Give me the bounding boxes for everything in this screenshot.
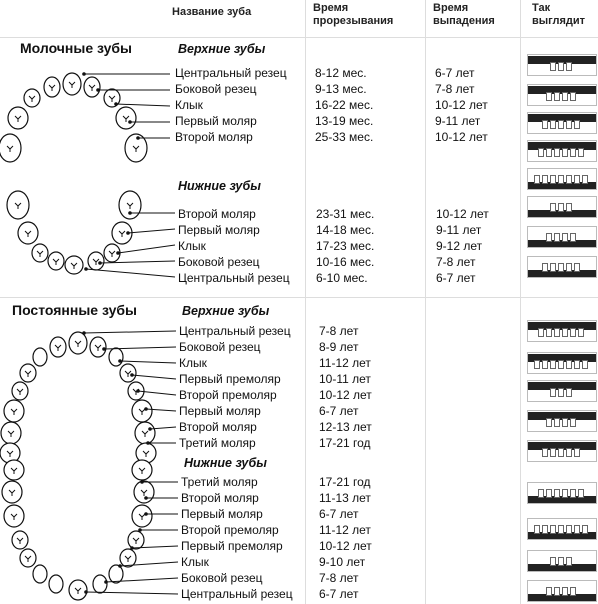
tooth-shape <box>135 422 155 444</box>
tooth-shape <box>566 360 572 369</box>
tooth-shape <box>542 360 548 369</box>
loss-time: 9-11 лет <box>435 114 481 128</box>
loss-time: 10-12 лет <box>435 98 488 112</box>
header-loss: Время выпадения <box>433 2 495 27</box>
tooth-look-image <box>527 410 597 432</box>
tooth-shape <box>546 328 552 337</box>
tooth-shape <box>558 175 564 184</box>
leader-dot <box>84 590 88 594</box>
leader-dot <box>82 331 86 335</box>
tooth-shape <box>546 148 552 157</box>
tooth-name: Первый моляр <box>179 404 261 418</box>
tooth-look-image <box>527 256 597 278</box>
tooth-shape <box>562 233 568 242</box>
leader-dot <box>102 347 106 351</box>
tooth-shape <box>570 587 576 596</box>
tooth-shape <box>88 252 104 270</box>
tooth-shape <box>566 525 572 534</box>
eruption-time: 25-33 мес. <box>315 130 374 144</box>
tooth-shape <box>554 489 560 498</box>
tooth-shape <box>562 587 568 596</box>
tooth-shape <box>32 244 48 262</box>
tooth-shape <box>132 505 152 527</box>
tooth-shape <box>538 489 544 498</box>
eruption-time: 9-13 мес. <box>315 82 367 96</box>
tooth-name: Второй моляр <box>181 491 259 505</box>
tooth-look-image <box>527 550 597 572</box>
leader-dot <box>128 211 132 215</box>
tooth-name: Второй премоляр <box>181 523 279 537</box>
tooth-name: Первый моляр <box>181 507 263 521</box>
tooth-shape <box>69 580 87 600</box>
tooth-shape <box>550 120 556 129</box>
header-look: Так выглядит <box>532 2 586 27</box>
tooth-shape <box>542 448 548 457</box>
eruption-time: 9-10 лет <box>319 555 366 569</box>
tooth-shape <box>542 175 548 184</box>
tooth-shape <box>90 337 106 357</box>
tooth-shape <box>542 263 548 272</box>
eruption-time: 6-10 мес. <box>316 271 368 285</box>
tooth-look-image <box>527 380 597 402</box>
eruption-time: 23-31 мес. <box>316 207 375 221</box>
permanent-teeth-title: Постоянные зубы <box>12 302 137 318</box>
tooth-name: Клык <box>181 555 209 569</box>
tooth-shape <box>4 505 24 527</box>
tooth-shape <box>554 418 560 427</box>
tooth-shape <box>550 448 556 457</box>
tooth-name: Боковой резец <box>179 340 261 354</box>
tooth-shape <box>570 233 576 242</box>
tooth-shape <box>570 148 576 157</box>
tooth-shape <box>132 400 152 422</box>
eruption-time: 13-19 мес. <box>315 114 374 128</box>
tooth-shape <box>49 575 63 593</box>
header-name: Название зуба <box>172 6 252 18</box>
leader-dot <box>138 528 142 532</box>
tooth-shape <box>546 587 552 596</box>
tooth-shape <box>63 73 81 95</box>
tooth-shape <box>558 263 564 272</box>
tooth-name: Центральный резец <box>181 587 293 601</box>
eruption-time: 7-8 лет <box>319 571 359 585</box>
tooth-shape <box>542 120 548 129</box>
leader-dot <box>126 231 130 235</box>
tooth-shape <box>538 148 544 157</box>
tooth-shape <box>44 77 60 97</box>
tooth-shape <box>578 148 584 157</box>
tooth-shape <box>550 175 556 184</box>
eruption-time: 11-12 лет <box>319 523 371 537</box>
table-header <box>0 0 598 38</box>
tooth-shape <box>554 92 560 101</box>
tooth-shape <box>558 448 564 457</box>
tooth-shape <box>558 62 564 71</box>
tooth-look-image <box>527 580 597 602</box>
milk-teeth-title: Молочные зубы <box>20 40 132 56</box>
eruption-time: 7-8 лет <box>319 324 359 338</box>
tooth-shape <box>24 89 40 107</box>
tooth-shape <box>93 575 107 593</box>
tooth-look-image <box>527 196 597 218</box>
tooth-shape <box>550 360 556 369</box>
leader-dot <box>96 88 100 92</box>
tooth-shape <box>562 418 568 427</box>
tooth-shape <box>570 418 576 427</box>
eruption-time: 17-21 год <box>319 475 371 489</box>
tooth-shape <box>546 489 552 498</box>
tooth-shape <box>546 92 552 101</box>
tooth-shape <box>69 332 87 354</box>
tooth-shape <box>7 191 29 219</box>
tooth-shape <box>534 175 540 184</box>
tooth-shape <box>1 422 21 444</box>
eruption-time: 10-12 лет <box>319 539 372 553</box>
eruption-time: 10-16 мес. <box>316 255 375 269</box>
tooth-shape <box>48 252 64 270</box>
tooth-shape <box>558 360 564 369</box>
tooth-shape <box>534 360 540 369</box>
tooth-shape <box>570 92 576 101</box>
leader-dot <box>130 373 134 377</box>
header-divider <box>0 37 598 38</box>
tooth-shape <box>546 418 552 427</box>
milk-upper-label: Верхние зубы <box>178 42 266 56</box>
tooth-look-image <box>527 320 597 342</box>
tooth-shape <box>20 364 36 382</box>
tooth-shape <box>562 92 568 101</box>
tooth-shape <box>120 364 136 382</box>
leader-dot <box>116 251 120 255</box>
tooth-shape <box>558 203 564 212</box>
tooth-name: Центральный резец <box>179 324 291 338</box>
leader-line <box>128 229 175 233</box>
tooth-shape <box>578 489 584 498</box>
tooth-shape <box>554 328 560 337</box>
tooth-shape <box>4 460 24 480</box>
permanent-upper-arch-diagram <box>0 325 182 460</box>
permanent-upper-label: Верхние зубы <box>182 304 270 318</box>
tooth-shape <box>134 481 154 503</box>
tooth-shape <box>12 531 28 549</box>
tooth-name: Третий моляр <box>181 475 258 489</box>
tooth-shape <box>558 388 564 397</box>
tooth-shape <box>4 400 24 422</box>
tooth-name: Клык <box>175 98 203 112</box>
leader-dot <box>146 441 150 445</box>
column-divider <box>520 0 521 604</box>
tooth-shape <box>33 348 47 366</box>
leader-dot <box>144 512 148 516</box>
tooth-shape <box>566 263 572 272</box>
permanent-lower-label: Нижние зубы <box>184 456 267 470</box>
tooth-shape <box>574 360 580 369</box>
tooth-shape <box>18 222 38 244</box>
tooth-shape <box>116 107 136 129</box>
tooth-name: Боковой резец <box>175 82 257 96</box>
column-divider <box>305 0 306 604</box>
tooth-shape <box>562 489 568 498</box>
leader-dot <box>118 359 122 363</box>
tooth-shape <box>566 448 572 457</box>
tooth-shape <box>546 233 552 242</box>
tooth-shape <box>128 531 144 549</box>
tooth-shape <box>582 175 588 184</box>
leader-dot <box>136 389 140 393</box>
tooth-look-image <box>527 440 597 462</box>
tooth-shape <box>554 587 560 596</box>
tooth-shape <box>562 328 568 337</box>
tooth-shape <box>566 175 572 184</box>
eruption-time: 10-12 лет <box>319 388 372 402</box>
leader-dot <box>136 136 140 140</box>
loss-time: 7-8 лет <box>435 82 475 96</box>
eruption-time: 8-9 лет <box>319 340 359 354</box>
leader-dot <box>104 580 108 584</box>
tooth-name: Второй моляр <box>175 130 253 144</box>
eruption-time: 10-11 лет <box>319 372 371 386</box>
tooth-shape <box>109 565 123 583</box>
leader-dot <box>144 496 148 500</box>
tooth-name: Первый премоляр <box>181 539 283 553</box>
tooth-name: Второй премоляр <box>179 388 277 402</box>
tooth-look-image <box>527 482 597 504</box>
eruption-time: 14-18 мес. <box>316 223 375 237</box>
tooth-name: Первый моляр <box>178 223 260 237</box>
leader-dot <box>82 72 86 76</box>
tooth-shape <box>119 191 141 219</box>
tooth-shape <box>534 525 540 534</box>
eruption-time: 17-23 мес. <box>316 239 375 253</box>
leader-dot <box>128 120 132 124</box>
eruption-time: 8-12 мес. <box>315 66 367 80</box>
tooth-shape <box>566 388 572 397</box>
leader-dot <box>114 102 118 106</box>
tooth-name: Боковой резец <box>181 571 263 585</box>
tooth-shape <box>132 460 152 480</box>
loss-time: 6-7 лет <box>435 66 475 80</box>
column-divider <box>425 0 426 604</box>
tooth-shape <box>574 263 580 272</box>
tooth-shape <box>574 175 580 184</box>
tooth-shape <box>570 328 576 337</box>
tooth-name: Клык <box>179 356 207 370</box>
eruption-time: 6-7 лет <box>319 404 359 418</box>
tooth-shape <box>550 263 556 272</box>
leader-line <box>84 331 176 333</box>
leader-dot <box>98 261 102 265</box>
tooth-shape <box>65 256 83 274</box>
tooth-look-image <box>527 518 597 540</box>
tooth-shape <box>574 120 580 129</box>
tooth-shape <box>550 203 556 212</box>
loss-time: 9-11 лет <box>436 223 482 237</box>
tooth-look-image <box>527 112 597 134</box>
eruption-time: 11-13 лет <box>319 491 371 505</box>
tooth-look-image <box>527 84 597 106</box>
tooth-shape <box>566 203 572 212</box>
tooth-shape <box>550 525 556 534</box>
tooth-look-image <box>527 140 597 162</box>
tooth-shape <box>582 525 588 534</box>
tooth-shape <box>12 382 28 400</box>
eruption-time: 12-13 лет <box>319 420 372 434</box>
tooth-name: Второй моляр <box>179 420 257 434</box>
leader-dot <box>144 407 148 411</box>
tooth-name: Третий моляр <box>179 436 256 450</box>
tooth-shape <box>550 557 556 566</box>
tooth-shape <box>558 120 564 129</box>
tooth-name: Первый моляр <box>175 114 257 128</box>
loss-time: 6-7 лет <box>436 271 476 285</box>
tooth-shape <box>550 62 556 71</box>
tooth-shape <box>562 148 568 157</box>
tooth-shape <box>84 77 100 97</box>
tooth-name: Второй моляр <box>178 207 256 221</box>
tooth-shape <box>582 360 588 369</box>
loss-time: 10-12 лет <box>436 207 489 221</box>
leader-line <box>116 104 170 106</box>
tooth-shape <box>558 557 564 566</box>
permanent-lower-arch-diagram <box>0 460 182 604</box>
loss-time: 9-12 лет <box>436 239 483 253</box>
loss-time: 7-8 лет <box>436 255 476 269</box>
milk-lower-arch-diagram <box>0 183 178 283</box>
leader-line <box>86 269 175 277</box>
tooth-name: Боковой резец <box>178 255 260 269</box>
leader-line <box>120 361 176 363</box>
leader-dot <box>148 427 152 431</box>
tooth-shape <box>8 107 28 129</box>
leader-dot <box>84 267 88 271</box>
tooth-shape <box>578 328 584 337</box>
leader-line <box>118 245 175 253</box>
tooth-shape <box>20 549 36 567</box>
tooth-look-image <box>527 54 597 76</box>
leader-dot <box>140 480 144 484</box>
tooth-shape <box>570 489 576 498</box>
eruption-time: 17-21 год <box>319 436 371 450</box>
eruption-time: 16-22 мес. <box>315 98 374 112</box>
tooth-shape <box>542 525 548 534</box>
milk-lower-label: Нижние зубы <box>178 179 261 193</box>
tooth-shape <box>550 388 556 397</box>
tooth-shape <box>574 525 580 534</box>
leader-line <box>132 375 176 379</box>
tooth-shape <box>109 348 123 366</box>
tooth-shape <box>120 549 136 567</box>
eruption-time: 6-7 лет <box>319 507 359 521</box>
loss-time: 10-12 лет <box>435 130 488 144</box>
tooth-shape <box>554 148 560 157</box>
milk-upper-arch-diagram <box>0 60 178 180</box>
leader-dot <box>118 564 122 568</box>
tooth-shape <box>50 337 66 357</box>
tooth-look-image <box>527 352 597 374</box>
tooth-look-image <box>527 226 597 248</box>
tooth-shape <box>558 525 564 534</box>
tooth-shape <box>33 565 47 583</box>
tooth-name: Центральный резец <box>178 271 290 285</box>
tooth-shape <box>554 233 560 242</box>
eruption-time: 11-12 лет <box>319 356 371 370</box>
tooth-name: Центральный резец <box>175 66 287 80</box>
leader-dot <box>130 546 134 550</box>
tooth-shape <box>566 120 572 129</box>
tooth-name: Первый премоляр <box>179 372 281 386</box>
tooth-name: Клык <box>178 239 206 253</box>
eruption-time: 6-7 лет <box>319 587 359 601</box>
tooth-shape <box>538 328 544 337</box>
tooth-look-image <box>527 168 597 190</box>
header-eruption: Время прорезывания <box>313 2 394 27</box>
tooth-shape <box>566 557 572 566</box>
tooth-shape <box>566 62 572 71</box>
tooth-shape <box>2 481 22 503</box>
tooth-shape <box>574 448 580 457</box>
section-divider <box>0 297 598 298</box>
